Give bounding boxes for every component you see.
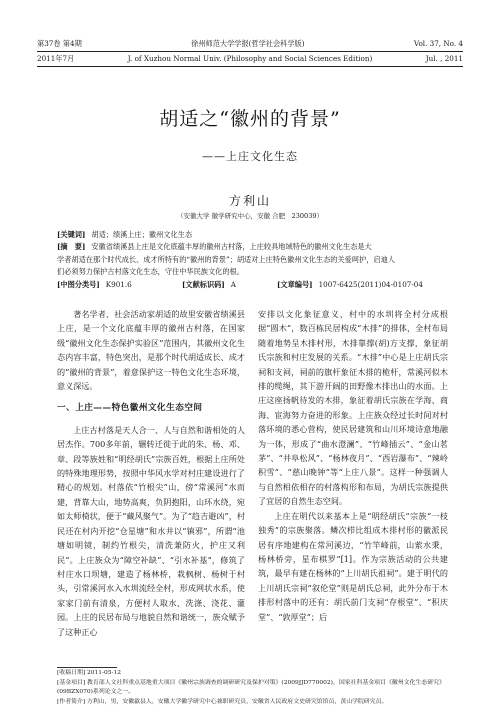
header-date: 2011年7月: [37, 54, 75, 63]
classification-codes: [57, 279, 447, 291]
body-column-right: [258, 307, 448, 624]
article-author: 方利山: [228, 194, 271, 208]
clc-label: [中图分类号]: [57, 279, 100, 289]
clc-code: K901.6: [105, 279, 132, 289]
abstract-label: [摘 要]: [57, 242, 86, 252]
abstract-line-1: 安徽省绩溪县上庄是文化底蕴丰厚的徽州古村落，上庄较具地域特色的徽州文化生态是大: [91, 242, 372, 252]
abstract-line-3: 们必须努力保护古村落文化生态，守住中华民族文化的根。: [57, 267, 244, 277]
header-rule-thin: [37, 66, 463, 67]
section-heading: 一、上庄——特色徽州文化生态空间: [57, 403, 203, 414]
keywords-line: [57, 229, 447, 241]
journal-header: [37, 38, 463, 68]
article-meta: [57, 229, 447, 291]
body-column-left: [57, 307, 245, 639]
article-no: 1007-6425(2011)04-0107-04: [318, 279, 423, 289]
footnote-received: [收稿日期] 2011-05-12: [57, 670, 121, 676]
body-paragraph: 上庄古村落是天人合一、人与自然和谐相处的人居杰作。700多年前，辗转迁徙于此的朱、杨、邓、章、段等族姓和“明经胡氏”宗族百姓，根据上庄所处的特殊地理形势，按照中华风水学对村庄建设进行了精心的规划。村落依“竹根尖”山，傍“常溪河”水而建，背靠大山，地势高爽，负阴抱阳，山环水绕，宛如太师椅状，便于“藏风聚气”。为了“趋吉避凶”，村民还在村内开挖“仓星塘”和水井以“镇邪”，所谓“池塘如明镜，制约竹根尖，清洗兼防火，护庄又利民”。上庄族众为“障空补缺”、“引水补基”，修筑了村庄水口坝塘，建造了杨林桥，栽枫树、杨树于村头，引常溪河水入水圳流经全村，形成网状水系，使家家门前有清泉，方便村人取水、洗涤、浇花、灌园。上庄的民居布局与地貌自然和谐统一，族众赋予了这种正心: [57, 424, 245, 637]
header-volume: 第37卷 第4期: [37, 39, 82, 48]
header-journal-name-en: J. of Xuzhou Normal Univ. (Philosophy and Social Sciences Edition): [127, 54, 373, 63]
article-subtitle: ——上庄文化生态: [202, 150, 298, 163]
doc-code-label: [文献标识码]: [182, 279, 225, 289]
header-journal-name: 徐州师范大学学报(哲学社会科学版): [191, 39, 305, 48]
keywords-label: [关键词]: [57, 230, 86, 239]
footnotes: [57, 669, 450, 707]
header-volume-en: Vol. 37, No. 4: [413, 39, 463, 48]
abstract-block: [57, 241, 447, 278]
footnote-rule: [57, 667, 117, 668]
header-row-top: [37, 38, 463, 49]
doc-code: A: [230, 279, 236, 289]
body-paragraph: 安排以文化象征意义，村中的水圳将全村分成根据“圆木”，数百栋民居构成“木排”的排体，全村布局随着地势呈木排村形，木排靠撑(胡)方支撑，象征胡氏宗族和村庄发展的关系。“木排”中心是上庄胡氏宗祠和支祠，祠前的旗杆象征木排的桅杆，常溪河似木排的缆绳，其下游开阔的田野像木排出山的水面。上庄这座扬帆待发的木排，象征着胡氏宗族在学海、商海、宦海努力奋进的形象。上庄族众经过长时间对村落环境的悉心营构，使民居建筑和山川环境诗意地融为一体，形成了“曲水澄澜”、“竹峰插云”、“金山茗茅”、“井阜松风”、“杨林夜月”、“西岩瀑布”、“辣岭积雪”、“慈山晚钟”等“上庄八景”。这样一种强调人与自然相依相存的村落构形和布局，为胡氏宗族提供了宜居的自然生态空间。: [258, 309, 448, 507]
body-paragraph: 上庄在明代以来基本上是“明经胡氏”宗族“一枝独秀”的宗族聚落。鳞次栉比组成木排村形的徽派民居有序地建构在常河溪边，“竹竿峰前，山萦水秉，杨林桥旁，星布棋罗”[1]。作为宗族活动的公共建筑，最早有建在杨林的“上川胡氏祖祠”。建于明代的上川胡氏宗祠“叙伦堂”则是胡氏总祠，此外分布于木排形村落中的还有：胡氏前门支祠“存根堂”、“积庆堂”、“敦厚堂”；后: [258, 510, 448, 622]
header-rule-thick: [37, 51, 463, 52]
header-row-bottom: [37, 53, 463, 64]
author-affiliation: （安徽大学 徽学研究中心，安徽 合肥 230039）: [177, 212, 323, 220]
article-no-label: [文章编号]: [277, 279, 313, 289]
keywords-text: 胡适；绩溪上庄；徽州文化生态: [91, 230, 193, 239]
footnote-fund: [基金项目] 教育部人文社科重点基地重大项目《徽州宗族调查的调研研究及保护对策》(2009JJD770002)，国家社科基金项目《徽州文化生态研究》(09BZX070)系列论文之一。: [57, 679, 445, 696]
body-paragraph: 著名学者、社会活动家胡适的故里安徽省绩溪县上庄，是一个文化底蕴丰厚的徽州古村落，在国家级“徽州文化生态保护实验区”范围内，其徽州文化生态内容丰富，特色突出，是那个时代胡适成长、成才的“徽州的背景”，着意保护这一特色文化生态环境，意义深远。: [57, 309, 245, 392]
abstract-line-2: 学者胡适在那个时代成长、成才所特有的“徽州的背景”；胡适对上庄特色徽州文化生态的关爱呵护，启迪人: [57, 254, 395, 264]
footnote-author-bio: [作者简介] 方利山，男，安徽歙县人，安徽大学徽学研究中心兼职研究员，安徽省人民政府文史研究馆馆员，黄山学院研究员。: [57, 698, 388, 705]
article-title: 胡适之“徽州的背景”: [159, 108, 341, 130]
header-date-en: Jul. , 2011: [425, 54, 463, 63]
